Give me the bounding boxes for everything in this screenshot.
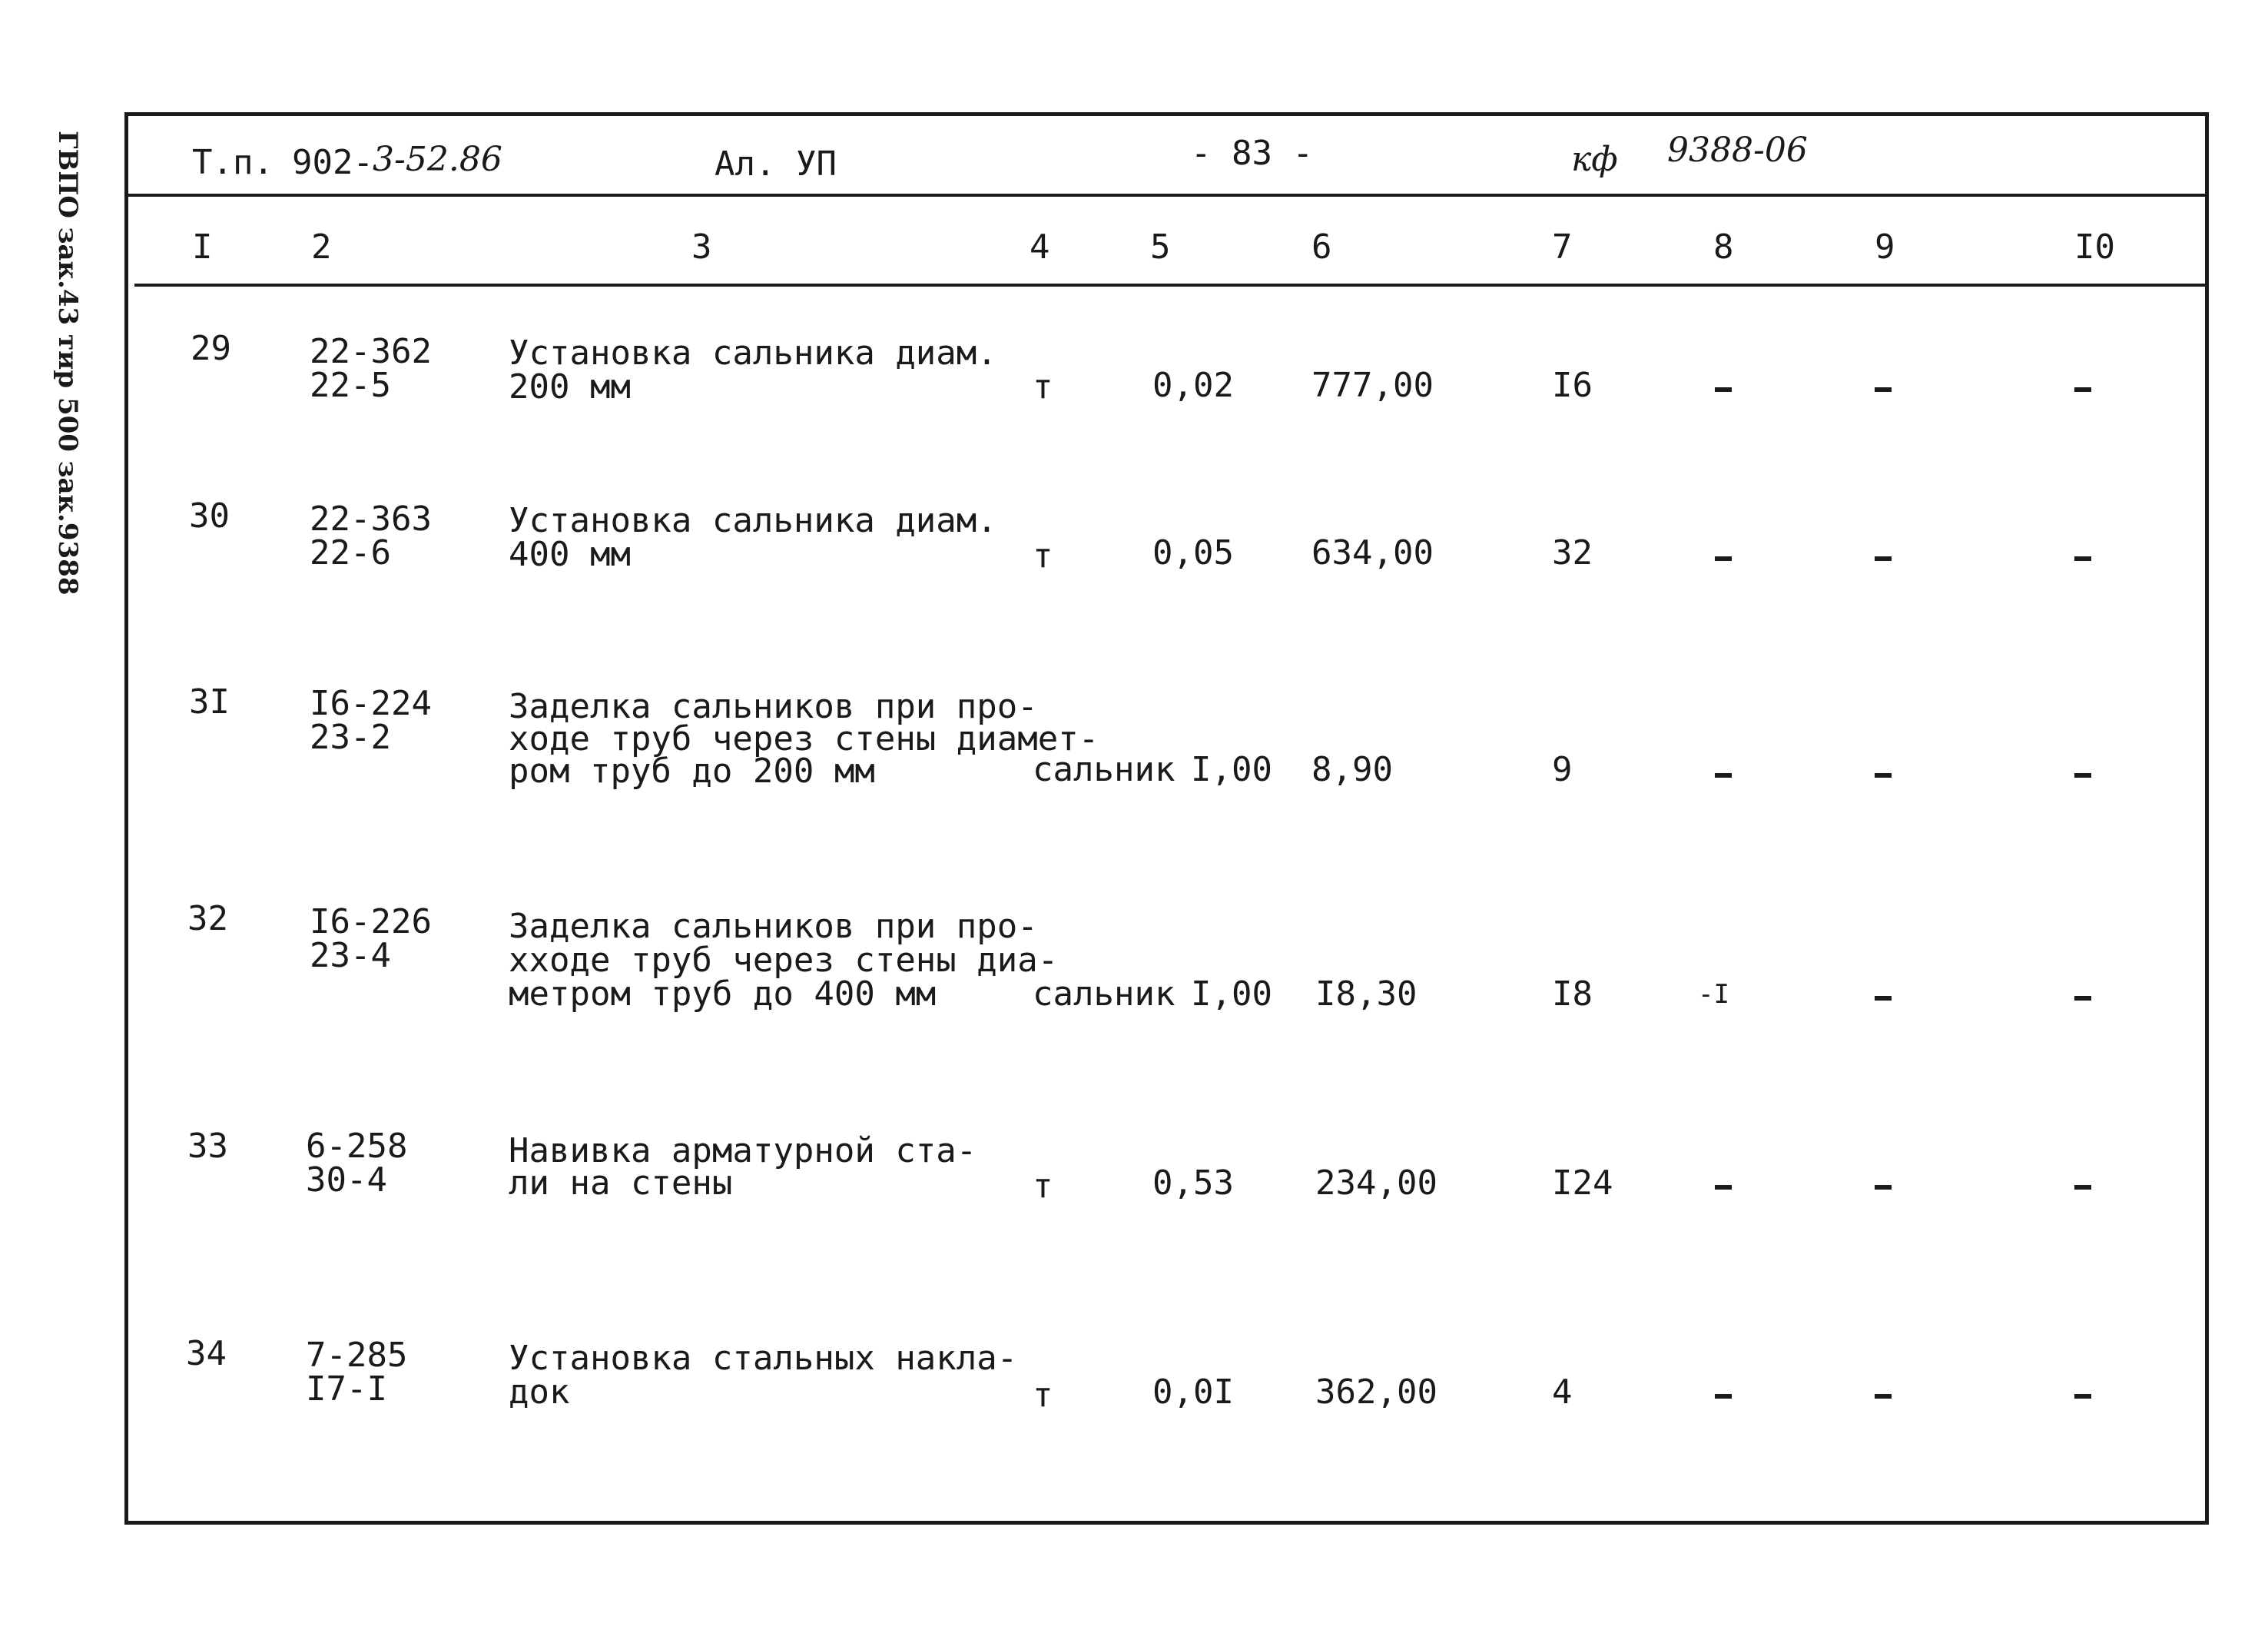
doc-number-printed: 902- (292, 143, 373, 182)
price-cell: 234,00 (1315, 1163, 1437, 1203)
code-secondary: 22-6 (310, 533, 391, 573)
dash-col9 (1875, 1185, 1892, 1190)
code-secondary: I7-I (306, 1369, 387, 1409)
col-header-6: 6 (1311, 227, 1332, 267)
kf-label: кф (1571, 140, 1618, 179)
code-primary: I6-224 (310, 684, 432, 723)
price-cell: 362,00 (1315, 1372, 1437, 1412)
dash-col10 (2074, 996, 2091, 1001)
quantity-cell: I,00 (1191, 974, 1272, 1014)
col-header-3: 3 (691, 227, 712, 267)
dash-col10 (2074, 1185, 2091, 1190)
col8-cell: -I (1698, 979, 1729, 1010)
description-line: ром труб до 200 мм (509, 752, 875, 791)
unit-cell: сальник (1033, 750, 1175, 789)
dash-col8 (1715, 773, 1732, 778)
col-header-7: 7 (1552, 227, 1573, 267)
unit-cell: сальник (1033, 974, 1175, 1014)
header-rule (127, 194, 2206, 197)
col-header-10: I0 (2074, 227, 2115, 267)
code-primary: 7-285 (306, 1336, 408, 1375)
description-line: 400 мм (509, 535, 631, 574)
unit-cell: т (1033, 1376, 1053, 1415)
col7-cell: 9 (1552, 750, 1573, 789)
dash-col8 (1715, 387, 1732, 392)
col-header-2: 2 (311, 227, 332, 267)
code-secondary: 23-2 (310, 718, 391, 757)
col-header-4: 4 (1030, 227, 1050, 267)
column-header-rule (134, 284, 2206, 287)
code-secondary: 23-4 (310, 936, 391, 975)
doc-prefix: Т.п. (192, 143, 274, 182)
dash-col8 (1715, 556, 1732, 561)
quantity-cell: 0,0I (1152, 1372, 1234, 1412)
description-line: Заделка сальников при про- (509, 687, 1038, 726)
col7-cell: I6 (1552, 366, 1593, 405)
row-number: 33 (187, 1127, 228, 1166)
code-primary: 6-258 (306, 1127, 408, 1166)
quantity-cell: 0,53 (1152, 1163, 1234, 1203)
col-header-5: 5 (1150, 227, 1171, 267)
unit-cell: т (1033, 536, 1053, 576)
description-line: Заделка сальников при про- (509, 907, 1038, 946)
dash-col9 (1875, 996, 1892, 1001)
description-line: Установка сальника диам. (509, 501, 997, 540)
price-cell: I8,30 (1315, 974, 1418, 1014)
col7-cell: I8 (1552, 974, 1593, 1014)
description-line: 200 мм (509, 367, 631, 407)
description-line: док (509, 1372, 570, 1412)
dash-col8 (1715, 1185, 1732, 1190)
dash-col10 (2074, 387, 2091, 392)
quantity-cell: 0,05 (1152, 533, 1234, 573)
code-secondary: 22-5 (310, 366, 391, 405)
col-header-8: 8 (1713, 227, 1734, 267)
code-secondary: 30-4 (306, 1160, 387, 1200)
dash-col9 (1875, 556, 1892, 561)
row-number: 29 (191, 329, 231, 368)
side-margin-note: ГВПО зак.43 тир 500 зак.9388 (52, 131, 83, 596)
col7-cell: 4 (1552, 1372, 1573, 1412)
dash-col8 (1715, 1394, 1732, 1399)
document-frame (124, 112, 2209, 1525)
row-number: 30 (189, 496, 230, 536)
description-line: Навивка арматурной ста- (509, 1131, 977, 1170)
dash-col10 (2074, 773, 2091, 778)
unit-cell: т (1033, 1167, 1053, 1206)
doc-number-handwritten: 3-52.86 (373, 140, 502, 179)
album-label: Ал. УП (715, 144, 837, 184)
dash-col9 (1875, 387, 1892, 392)
col-header-9: 9 (1875, 227, 1895, 267)
page-number: - 83 - (1191, 134, 1313, 173)
row-number: 3I (189, 682, 230, 722)
price-cell: 634,00 (1311, 533, 1434, 573)
code-primary: 22-362 (310, 332, 432, 371)
description-line: ходе труб через стены диамет- (509, 719, 1099, 758)
unit-cell: т (1033, 367, 1053, 407)
description-line: Установка стальных накла- (509, 1339, 1018, 1378)
description-line: Установка сальника диам. (509, 334, 997, 373)
col7-cell: 32 (1552, 533, 1593, 573)
dash-col9 (1875, 773, 1892, 778)
dash-col9 (1875, 1394, 1892, 1399)
row-number: 34 (186, 1334, 227, 1373)
row-number: 32 (187, 899, 228, 938)
description-line: метром труб до 400 мм (509, 974, 937, 1014)
kf-number: 9388-06 (1667, 131, 1808, 170)
dash-col10 (2074, 556, 2091, 561)
price-cell: 777,00 (1311, 366, 1434, 405)
description-line: ли на стены (509, 1163, 733, 1203)
description-line: хходе труб через стены диа- (509, 941, 1059, 980)
code-primary: I6-226 (310, 902, 432, 941)
quantity-cell: 0,02 (1152, 366, 1234, 405)
dash-col10 (2074, 1394, 2091, 1399)
quantity-cell: I,00 (1191, 750, 1272, 789)
col-header-1: I (192, 227, 213, 267)
price-cell: 8,90 (1311, 750, 1393, 789)
code-primary: 22-363 (310, 500, 432, 539)
col7-cell: I24 (1552, 1163, 1613, 1203)
